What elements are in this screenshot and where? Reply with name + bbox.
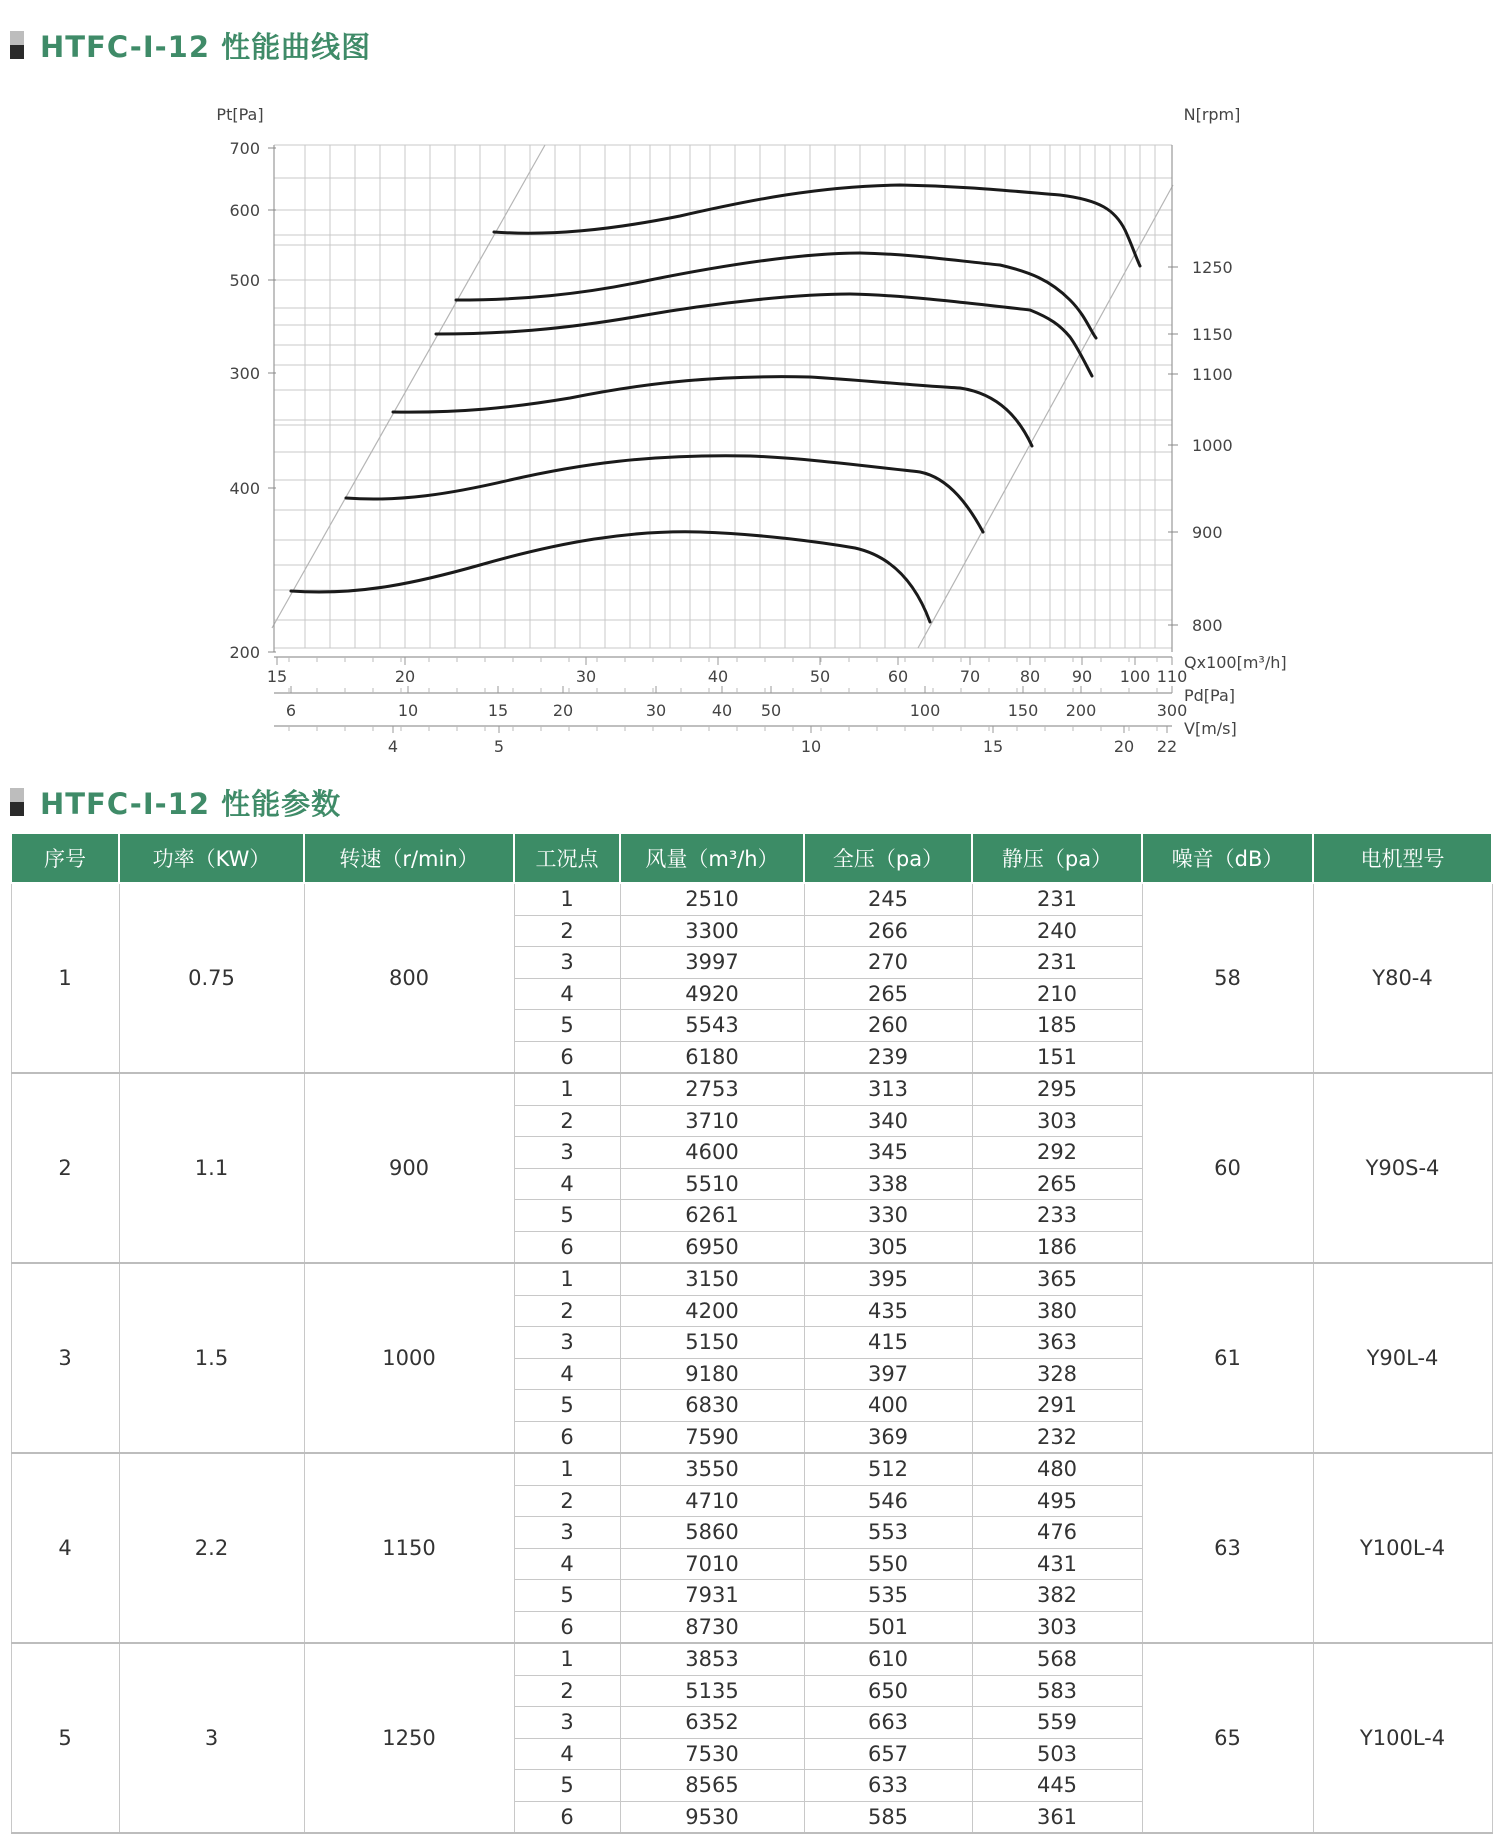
point-cell: 3 [514, 1137, 620, 1169]
static-pressure-cell: 185 [972, 1010, 1142, 1042]
airflow-cell: 9530 [620, 1801, 804, 1833]
row-number-cell: 5 [11, 1643, 119, 1833]
speed-cell: 1250 [304, 1643, 514, 1833]
speed-cell: 800 [304, 883, 514, 1073]
static-pressure-cell: 365 [972, 1263, 1142, 1295]
row-number-cell: 1 [11, 883, 119, 1073]
point-cell: 2 [514, 1295, 620, 1327]
pd-axis-tick-label: 15 [487, 701, 509, 720]
static-pressure-cell: 231 [972, 947, 1142, 979]
header-cell: 风量（m³/h） [620, 833, 804, 883]
pd-axis-tick-label: 150 [1007, 701, 1039, 720]
total-pressure-cell: 553 [804, 1517, 972, 1549]
airflow-cell: 7530 [620, 1738, 804, 1770]
total-pressure-cell: 585 [804, 1801, 972, 1833]
speed-cell: 1000 [304, 1263, 514, 1453]
right-axis-tick-label: 1150 [1192, 325, 1233, 344]
point-cell: 6 [514, 1801, 620, 1833]
left-axis-tick-label: 400 [229, 479, 260, 498]
total-pressure-cell: 313 [804, 1073, 972, 1105]
airflow-cell: 4200 [620, 1295, 804, 1327]
q-axis-tick-label: 15 [266, 667, 288, 686]
pd-axis-tick-label: 6 [285, 701, 297, 720]
total-pressure-cell: 369 [804, 1421, 972, 1453]
airflow-cell: 3300 [620, 915, 804, 947]
total-pressure-cell: 512 [804, 1453, 972, 1485]
total-pressure-cell: 345 [804, 1137, 972, 1169]
table-row [11, 1073, 1492, 1105]
q-axis-tick-label: 110 [1156, 667, 1188, 686]
motor-model-cell: Y90S-4 [1313, 1073, 1492, 1263]
header-cell: 全压（pa） [804, 833, 972, 883]
power-cell: 2.2 [119, 1453, 304, 1643]
point-cell: 6 [514, 1611, 620, 1643]
pd-axis-tick-label: 100 [909, 701, 941, 720]
power-cell: 0.75 [119, 883, 304, 1073]
right-axis-tick-label: 1000 [1192, 436, 1233, 455]
point-cell: 5 [514, 1390, 620, 1422]
airflow-cell: 6352 [620, 1707, 804, 1739]
v-axis-tick-label: 22 [1156, 737, 1178, 756]
static-pressure-cell: 210 [972, 978, 1142, 1010]
airflow-cell: 5150 [620, 1327, 804, 1359]
v-axis-tick-label: 10 [800, 737, 822, 756]
speed-cell: 900 [304, 1073, 514, 1263]
point-cell: 1 [514, 1643, 620, 1675]
left-axis-label: Pt[Pa] [216, 105, 264, 124]
q-axis-tick-label: 40 [707, 667, 729, 686]
airflow-cell: 7590 [620, 1421, 804, 1453]
static-pressure-cell: 232 [972, 1421, 1142, 1453]
airflow-cell: 6261 [620, 1200, 804, 1232]
point-cell: 4 [514, 1738, 620, 1770]
q-axis-tick-label: 80 [1019, 667, 1041, 686]
motor-model-cell: Y100L-4 [1313, 1643, 1492, 1833]
chart-grid [268, 145, 1178, 733]
point-cell: 6 [514, 1041, 620, 1073]
header-cell: 噪音（dB） [1142, 833, 1313, 883]
q-axis-tick-label: 90 [1071, 667, 1093, 686]
static-pressure-cell: 382 [972, 1580, 1142, 1612]
total-pressure-cell: 501 [804, 1611, 972, 1643]
total-pressure-cell: 330 [804, 1200, 972, 1232]
point-cell: 4 [514, 1168, 620, 1200]
point-cell: 6 [514, 1421, 620, 1453]
v-axis-label: V[m/s] [1184, 719, 1237, 738]
table-row [11, 1643, 1492, 1675]
static-pressure-cell: 476 [972, 1517, 1142, 1549]
title-marker-icon [10, 788, 24, 816]
static-pressure-cell: 303 [972, 1105, 1142, 1137]
chart-labels [216, 105, 1286, 756]
q-axis-tick-label: 70 [959, 667, 981, 686]
motor-model-cell: Y100L-4 [1313, 1453, 1492, 1643]
power-cell: 3 [119, 1643, 304, 1833]
performance-params-table [10, 832, 1493, 1834]
header-cell: 转速（r/min） [304, 833, 514, 883]
header-cell: 静压（pa） [972, 833, 1142, 883]
pd-axis-tick-label: 300 [1156, 701, 1188, 720]
point-cell: 3 [514, 1707, 620, 1739]
airflow-cell: 8565 [620, 1770, 804, 1802]
performance-curve-chart [0, 90, 1499, 790]
static-pressure-cell: 240 [972, 915, 1142, 947]
total-pressure-cell: 535 [804, 1580, 972, 1612]
airflow-cell: 5543 [620, 1010, 804, 1042]
header-cell: 电机型号 [1313, 833, 1492, 883]
params-section-title-text: HTFC-I-12 性能参数 [40, 786, 342, 821]
airflow-cell: 3997 [620, 947, 804, 979]
total-pressure-cell: 546 [804, 1485, 972, 1517]
q-axis-tick-label: 20 [394, 667, 416, 686]
total-pressure-cell: 338 [804, 1168, 972, 1200]
left-axis-tick-label: 500 [229, 271, 260, 290]
point-cell: 1 [514, 1453, 620, 1485]
power-cell: 1.5 [119, 1263, 304, 1453]
airflow-cell: 4920 [620, 978, 804, 1010]
row-number-cell: 4 [11, 1453, 119, 1643]
noise-cell: 60 [1142, 1073, 1313, 1263]
total-pressure-cell: 260 [804, 1010, 972, 1042]
v-axis-tick-label: 4 [387, 737, 399, 756]
table-row [11, 1263, 1492, 1295]
pd-axis-tick-label: 50 [760, 701, 782, 720]
airflow-cell: 3710 [620, 1105, 804, 1137]
total-pressure-cell: 400 [804, 1390, 972, 1422]
noise-cell: 58 [1142, 883, 1313, 1073]
static-pressure-cell: 231 [972, 883, 1142, 915]
static-pressure-cell: 568 [972, 1643, 1142, 1675]
total-pressure-cell: 270 [804, 947, 972, 979]
static-pressure-cell: 151 [972, 1041, 1142, 1073]
total-pressure-cell: 610 [804, 1643, 972, 1675]
airflow-cell: 5510 [620, 1168, 804, 1200]
motor-model-cell: Y90L-4 [1313, 1263, 1492, 1453]
static-pressure-cell: 295 [972, 1073, 1142, 1105]
right-axis-tick-label: 1100 [1192, 365, 1233, 384]
noise-cell: 61 [1142, 1263, 1313, 1453]
airflow-cell: 4600 [620, 1137, 804, 1169]
point-cell: 6 [514, 1231, 620, 1263]
performance-curve [291, 532, 930, 622]
v-axis-tick-label: 5 [493, 737, 505, 756]
header-cell: 功率（KW） [119, 833, 304, 883]
total-pressure-cell: 305 [804, 1231, 972, 1263]
point-cell: 3 [514, 1517, 620, 1549]
static-pressure-cell: 363 [972, 1327, 1142, 1359]
curve-section-title-text: HTFC-I-12 性能曲线图 [40, 29, 372, 64]
v-axis-tick-label: 15 [982, 737, 1004, 756]
static-pressure-cell: 303 [972, 1611, 1142, 1643]
static-pressure-cell: 559 [972, 1707, 1142, 1739]
q-axis-label: Qx100[m³/h] [1184, 653, 1287, 672]
pd-axis-tick-label: 30 [645, 701, 667, 720]
total-pressure-cell: 657 [804, 1738, 972, 1770]
static-pressure-cell: 380 [972, 1295, 1142, 1327]
point-cell: 1 [514, 1073, 620, 1105]
left-axis-tick-label: 700 [229, 139, 260, 158]
airflow-cell: 7010 [620, 1548, 804, 1580]
noise-cell: 65 [1142, 1643, 1313, 1833]
point-cell: 2 [514, 1485, 620, 1517]
q-axis-tick-label: 60 [887, 667, 909, 686]
static-pressure-cell: 265 [972, 1168, 1142, 1200]
point-cell: 5 [514, 1010, 620, 1042]
table-row [11, 1453, 1492, 1485]
total-pressure-cell: 650 [804, 1675, 972, 1707]
chart-curves [291, 185, 1140, 622]
airflow-cell: 3150 [620, 1263, 804, 1295]
airflow-cell: 6180 [620, 1041, 804, 1073]
airflow-cell: 7931 [620, 1580, 804, 1612]
point-cell: 5 [514, 1770, 620, 1802]
airflow-cell: 6830 [620, 1390, 804, 1422]
pd-axis-tick-label: 40 [711, 701, 733, 720]
q-axis-tick-label: 30 [575, 667, 597, 686]
right-axis-label: N[rpm] [1183, 105, 1241, 124]
airflow-cell: 8730 [620, 1611, 804, 1643]
performance-curve [393, 377, 1032, 446]
params-section-title [10, 785, 341, 819]
static-pressure-cell: 431 [972, 1548, 1142, 1580]
left-axis-tick-label: 200 [229, 643, 260, 662]
airflow-cell: 2510 [620, 883, 804, 915]
header-cell: 工况点 [514, 833, 620, 883]
right-axis-tick-label: 900 [1192, 523, 1223, 542]
title-marker-icon [10, 31, 24, 59]
speed-cell: 1150 [304, 1453, 514, 1643]
point-cell: 5 [514, 1580, 620, 1612]
power-cell: 1.1 [119, 1073, 304, 1263]
header-cell: 序号 [11, 833, 119, 883]
airflow-cell: 3853 [620, 1643, 804, 1675]
total-pressure-cell: 663 [804, 1707, 972, 1739]
airflow-cell: 3550 [620, 1453, 804, 1485]
airflow-cell: 5135 [620, 1675, 804, 1707]
static-pressure-cell: 583 [972, 1675, 1142, 1707]
motor-model-cell: Y80-4 [1313, 883, 1492, 1073]
v-axis-tick-label: 20 [1113, 737, 1135, 756]
row-number-cell: 2 [11, 1073, 119, 1263]
q-axis-tick-label: 50 [809, 667, 831, 686]
static-pressure-cell: 233 [972, 1200, 1142, 1232]
point-cell: 2 [514, 1675, 620, 1707]
point-cell: 1 [514, 1263, 620, 1295]
point-cell: 1 [514, 883, 620, 915]
pd-axis-tick-label: 10 [397, 701, 419, 720]
airflow-cell: 4710 [620, 1485, 804, 1517]
point-cell: 4 [514, 978, 620, 1010]
total-pressure-cell: 265 [804, 978, 972, 1010]
static-pressure-cell: 495 [972, 1485, 1142, 1517]
total-pressure-cell: 239 [804, 1041, 972, 1073]
point-cell: 3 [514, 1327, 620, 1359]
pd-axis-tick-label: 20 [552, 701, 574, 720]
static-pressure-cell: 480 [972, 1453, 1142, 1485]
row-number-cell: 3 [11, 1263, 119, 1453]
point-cell: 4 [514, 1548, 620, 1580]
airflow-cell: 5860 [620, 1517, 804, 1549]
total-pressure-cell: 415 [804, 1327, 972, 1359]
static-pressure-cell: 292 [972, 1137, 1142, 1169]
q-axis-tick-label: 100 [1119, 667, 1151, 686]
performance-curve [346, 456, 983, 532]
static-pressure-cell: 503 [972, 1738, 1142, 1770]
total-pressure-cell: 633 [804, 1770, 972, 1802]
total-pressure-cell: 245 [804, 883, 972, 915]
curve-section-title [10, 28, 371, 62]
table-body [11, 883, 1492, 1833]
table-header-row [11, 833, 1492, 883]
left-axis-tick-label: 600 [229, 201, 260, 220]
table-row [11, 883, 1492, 915]
pd-axis-tick-label: 200 [1065, 701, 1097, 720]
noise-cell: 63 [1142, 1453, 1313, 1643]
point-cell: 2 [514, 915, 620, 947]
total-pressure-cell: 340 [804, 1105, 972, 1137]
left-boundary-line [272, 145, 545, 628]
left-axis-tick-label: 300 [229, 364, 260, 383]
total-pressure-cell: 395 [804, 1263, 972, 1295]
static-pressure-cell: 361 [972, 1801, 1142, 1833]
static-pressure-cell: 328 [972, 1358, 1142, 1390]
total-pressure-cell: 397 [804, 1358, 972, 1390]
performance-curve [436, 294, 1092, 376]
point-cell: 3 [514, 947, 620, 979]
airflow-cell: 6950 [620, 1231, 804, 1263]
total-pressure-cell: 266 [804, 915, 972, 947]
point-cell: 2 [514, 1105, 620, 1137]
static-pressure-cell: 186 [972, 1231, 1142, 1263]
static-pressure-cell: 291 [972, 1390, 1142, 1422]
right-axis-tick-label: 800 [1192, 616, 1223, 635]
airflow-cell: 2753 [620, 1073, 804, 1105]
static-pressure-cell: 445 [972, 1770, 1142, 1802]
total-pressure-cell: 550 [804, 1548, 972, 1580]
point-cell: 4 [514, 1358, 620, 1390]
pd-axis-label: Pd[Pa] [1184, 686, 1236, 705]
total-pressure-cell: 435 [804, 1295, 972, 1327]
point-cell: 5 [514, 1200, 620, 1232]
airflow-cell: 9180 [620, 1358, 804, 1390]
right-axis-tick-label: 1250 [1192, 258, 1233, 277]
